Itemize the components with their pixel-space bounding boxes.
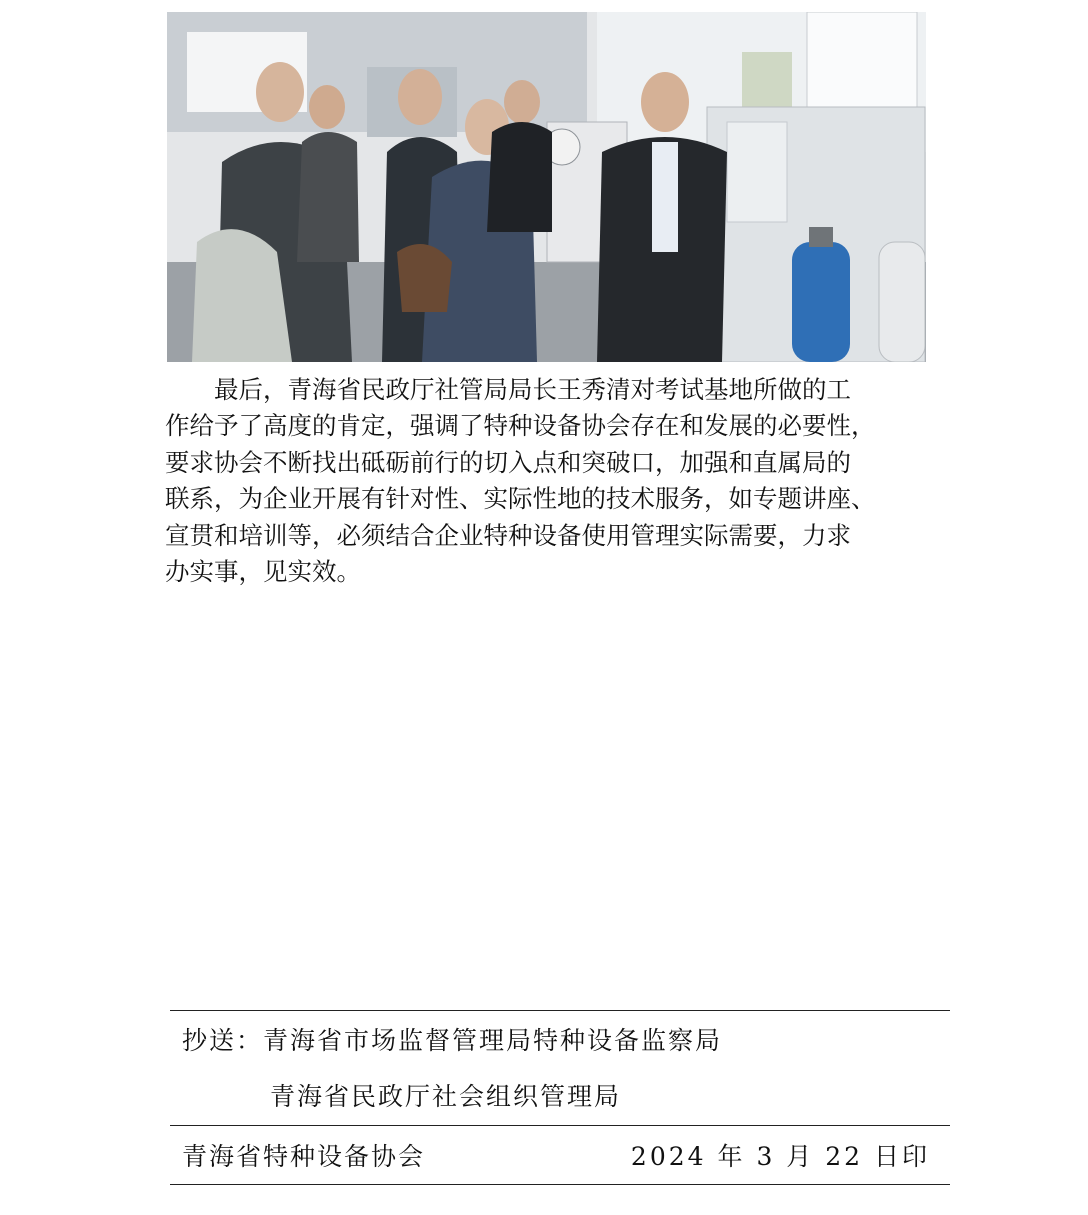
body-line-2: 作给予了高度的肯定，强调了特种设备协会存在和发展的必要性， <box>165 411 876 441</box>
body-line-5: 宣贯和培训等，必须结合企业特种设备使用管理实际需要，力求 <box>165 520 851 550</box>
body-line-4: 联系，为企业开展有针对性、实际性地的技术服务，如专题讲座、 <box>165 484 876 514</box>
body-line-6: 办实事，见实效。 <box>165 557 361 587</box>
body-line-3: 要求协会不断找出砥砺前行的切入点和突破口，加强和直属局的 <box>165 447 851 477</box>
issuer-name: 青海省特种设备协会 <box>182 1142 426 1171</box>
cc-recipient-2: 青海省民政厅社会组织管理局 <box>270 1082 622 1111</box>
body-paragraph <box>165 372 945 590</box>
event-photo <box>167 12 926 362</box>
body-line-1: 最后，青海省民政厅社管局局长王秀清对考试基地所做的工 <box>214 375 851 404</box>
footer-rule-top <box>170 1010 950 1011</box>
cc-recipient-1: 抄送：青海省市场监督管理局特种设备监察局 <box>182 1026 723 1055</box>
print-date: 2024 年 3 月 22 日印 <box>630 1142 930 1171</box>
footer-rule-bottom <box>170 1184 950 1185</box>
footer-rule-middle <box>170 1125 950 1126</box>
photo-illustration <box>167 12 926 362</box>
